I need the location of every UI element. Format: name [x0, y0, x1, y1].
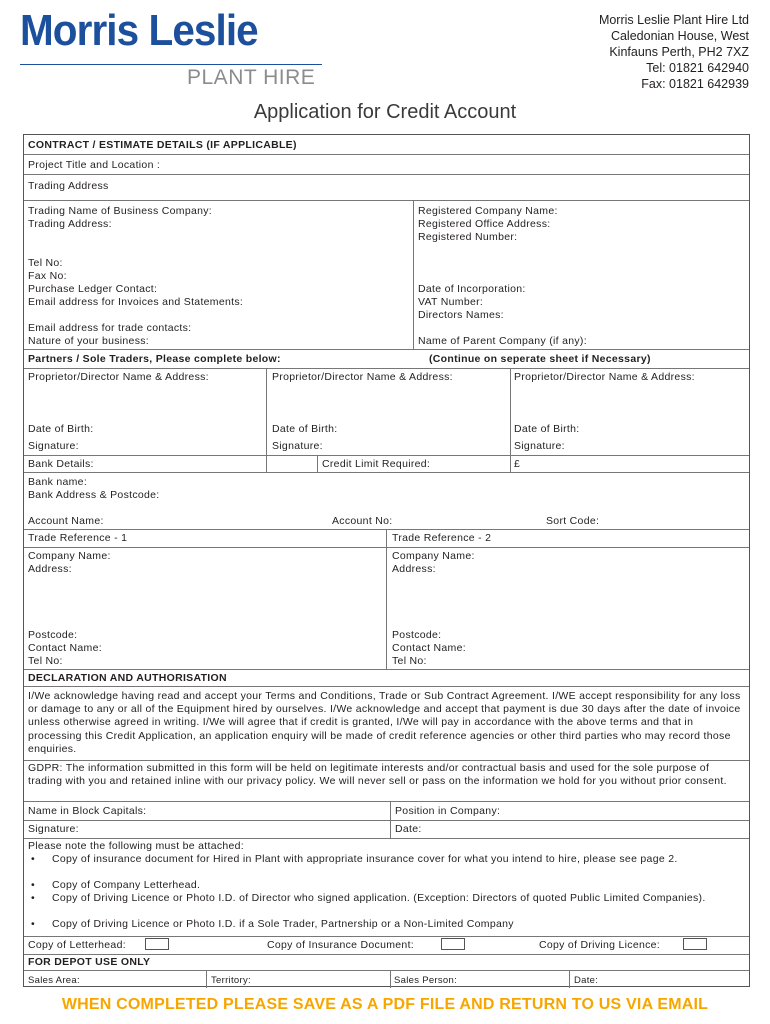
ledger-contact-field[interactable]: Purchase Ledger Contact: — [28, 283, 158, 295]
address-line: Tel: 01821 642940 — [646, 61, 749, 75]
proprietor-3-field[interactable]: Proprietor/Director Name & Address: — [514, 371, 695, 383]
attachment-item — [28, 918, 733, 931]
insurance-checkbox[interactable] — [441, 938, 465, 950]
letterhead-check-label: Copy of Letterhead: — [28, 939, 126, 951]
dob-3-field[interactable]: Date of Birth: — [514, 423, 580, 435]
credit-limit-label: Credit Limit Required: — [322, 458, 431, 470]
tel-field[interactable]: Tel No: — [28, 257, 63, 269]
dob-1-field[interactable]: Date of Birth: — [28, 423, 94, 435]
declaration-text: I/We acknowledge having read and accept your Terms and Conditions, Trade or Sub Contract Agreement. I/WE accept responsibility for any loss or damage to any or all of the Equipment hired by ourselves. I/We acknowledge and accept that payment is due 30 days after the date of invoice unless otherwise agreed in writing. I/We will agree that if credit is granted, I/We will pay in accordance with the above terms and that in processing this Credit Application, an application enquiry will be made of credit reference agencies or other third parties who may record those enquiries. — [28, 690, 741, 755]
company-logo: Morris Leslie — [20, 6, 258, 55]
depot-heading: FOR DEPOT USE ONLY — [28, 956, 151, 968]
gdpr-text: GDPR: The information submitted in this form will be held on legitimate interests and/or contractual basis and used for the sole purpose of trading with you and retained inline with our privacy policy. We will never sell or pass on the information we hold for you without prior consent. — [28, 762, 727, 788]
ref1-contact-field[interactable]: Contact Name: — [28, 642, 102, 654]
trade-ref-1-heading: Trade Reference - 1 — [28, 532, 128, 544]
ref1-tel-field[interactable]: Tel No: — [28, 655, 63, 667]
contract-heading: CONTRACT / ESTIMATE DETAILS (IF APPLICABLE) — [28, 139, 297, 151]
address-line: Kinfauns Perth, PH2 7XZ — [609, 45, 749, 59]
directors-names-field[interactable]: Directors Names: — [418, 309, 504, 321]
credit-application-form — [23, 134, 750, 987]
address-line: Morris Leslie Plant Hire Ltd — [598, 13, 749, 27]
address-line: Fax: 01821 642939 — [641, 77, 749, 91]
territory-field[interactable]: Territory: — [211, 975, 251, 986]
footer-instruction: WHEN COMPLETED PLEASE SAVE AS A PDF FILE AND RETURN TO US VIA EMAIL — [61, 996, 709, 1013]
business-nature-field[interactable]: Nature of your business: — [28, 335, 150, 347]
ref2-contact-field[interactable]: Contact Name: — [392, 642, 466, 654]
declaration-heading: DECLARATION AND AUTHORISATION — [28, 672, 227, 684]
ref2-company-field[interactable]: Company Name: — [392, 550, 475, 562]
attachment-item — [28, 879, 733, 892]
licence-check-label: Copy of Driving Licence: — [539, 939, 661, 951]
signature-3-field[interactable]: Signature: — [514, 440, 565, 452]
proprietor-1-field[interactable]: Proprietor/Director Name & Address: — [28, 371, 209, 383]
project-title-field[interactable]: Project Title and Location : — [28, 159, 161, 171]
ref2-tel-field[interactable]: Tel No: — [392, 655, 427, 667]
signoff-signature-field[interactable]: Signature: — [28, 823, 79, 835]
sales-person-field[interactable]: Sales Person: — [394, 975, 458, 986]
insurance-check-label: Copy of Insurance Document: — [267, 939, 415, 951]
address-line: Caledonian House, West — [610, 29, 749, 43]
attachments-intro: Please note the following must be attached: — [28, 840, 245, 852]
letterhead-checkbox[interactable] — [145, 938, 169, 950]
attachment-text: Copy of Company Letterhead. — [52, 879, 201, 891]
attachment-text: Copy of insurance document for Hired in Plant with appropriate insurance cover for what you intend to hire, please see page 2. — [52, 853, 678, 865]
attachment-text: Copy of Driving Licence or Photo I.D. if a Sole Trader, Partnership or a Non-Limited Company — [52, 918, 514, 930]
signoff-date-field[interactable]: Date: — [395, 823, 422, 835]
ref1-address-field[interactable]: Address: — [28, 563, 72, 575]
trade-ref-2-heading: Trade Reference - 2 — [392, 532, 492, 544]
bullet-icon: • — [31, 918, 35, 930]
ref1-company-field[interactable]: Company Name: — [28, 550, 111, 562]
block-name-field[interactable]: Name in Block Capitals: — [28, 805, 147, 817]
partners-heading: Partners / Sole Traders, Please complete below: — [28, 353, 281, 365]
account-no-field[interactable]: Account No: — [332, 515, 393, 527]
ref2-address-field[interactable]: Address: — [392, 563, 436, 575]
invoice-email-field[interactable]: Email address for Invoices and Statements: — [28, 296, 244, 308]
account-name-field[interactable]: Account Name: — [28, 515, 104, 527]
incorporation-date-field[interactable]: Date of Incorporation: — [418, 283, 526, 295]
bank-address-field[interactable]: Bank Address & Postcode: — [28, 489, 160, 501]
attachment-item — [28, 853, 733, 866]
logo-subtitle: PLANT HIRE — [187, 66, 316, 89]
licence-checkbox[interactable] — [683, 938, 707, 950]
registered-office-field[interactable]: Registered Office Address: — [418, 218, 551, 230]
ref1-postcode-field[interactable]: Postcode: — [28, 629, 78, 641]
dob-2-field[interactable]: Date of Birth: — [272, 423, 338, 435]
attachment-text: Copy of Driving Licence or Photo I.D. of Director who signed application. (Exception: Directors of quoted Public Limited Companies). — [52, 892, 706, 904]
ref2-postcode-field[interactable]: Postcode: — [392, 629, 442, 641]
page-title: Application for Credit Account — [253, 101, 517, 123]
company-address — [599, 12, 749, 92]
sort-code-field[interactable]: Sort Code: — [546, 515, 600, 527]
signature-2-field[interactable]: Signature: — [272, 440, 323, 452]
depot-date-field[interactable]: Date: — [574, 975, 599, 986]
continue-note: (Continue on seperate sheet if Necessary) — [429, 353, 651, 365]
credit-limit-field[interactable]: £ — [514, 458, 521, 470]
company-trading-address-field[interactable]: Trading Address: — [28, 218, 112, 230]
bank-details-label: Bank Details: — [28, 458, 94, 470]
vat-number-field[interactable]: VAT Number: — [418, 296, 484, 308]
trading-address-field[interactable]: Trading Address — [28, 180, 109, 192]
bullet-icon: • — [31, 879, 35, 891]
trading-name-field[interactable]: Trading Name of Business Company: — [28, 205, 213, 217]
logo-rule — [20, 64, 322, 65]
attachment-item — [28, 892, 733, 905]
sales-area-field[interactable]: Sales Area: — [28, 975, 80, 986]
position-field[interactable]: Position in Company: — [395, 805, 501, 817]
proprietor-2-field[interactable]: Proprietor/Director Name & Address: — [272, 371, 453, 383]
signature-1-field[interactable]: Signature: — [28, 440, 79, 452]
bank-name-field[interactable]: Bank name: — [28, 476, 88, 488]
fax-field[interactable]: Fax No: — [28, 270, 67, 282]
registered-number-field[interactable]: Registered Number: — [418, 231, 518, 243]
bullet-icon: • — [31, 853, 35, 865]
bullet-icon: • — [31, 892, 35, 904]
registered-name-field[interactable]: Registered Company Name: — [418, 205, 558, 217]
trade-email-field[interactable]: Email address for trade contacts: — [28, 322, 192, 334]
parent-company-field[interactable]: Name of Parent Company (if any): — [418, 335, 587, 347]
